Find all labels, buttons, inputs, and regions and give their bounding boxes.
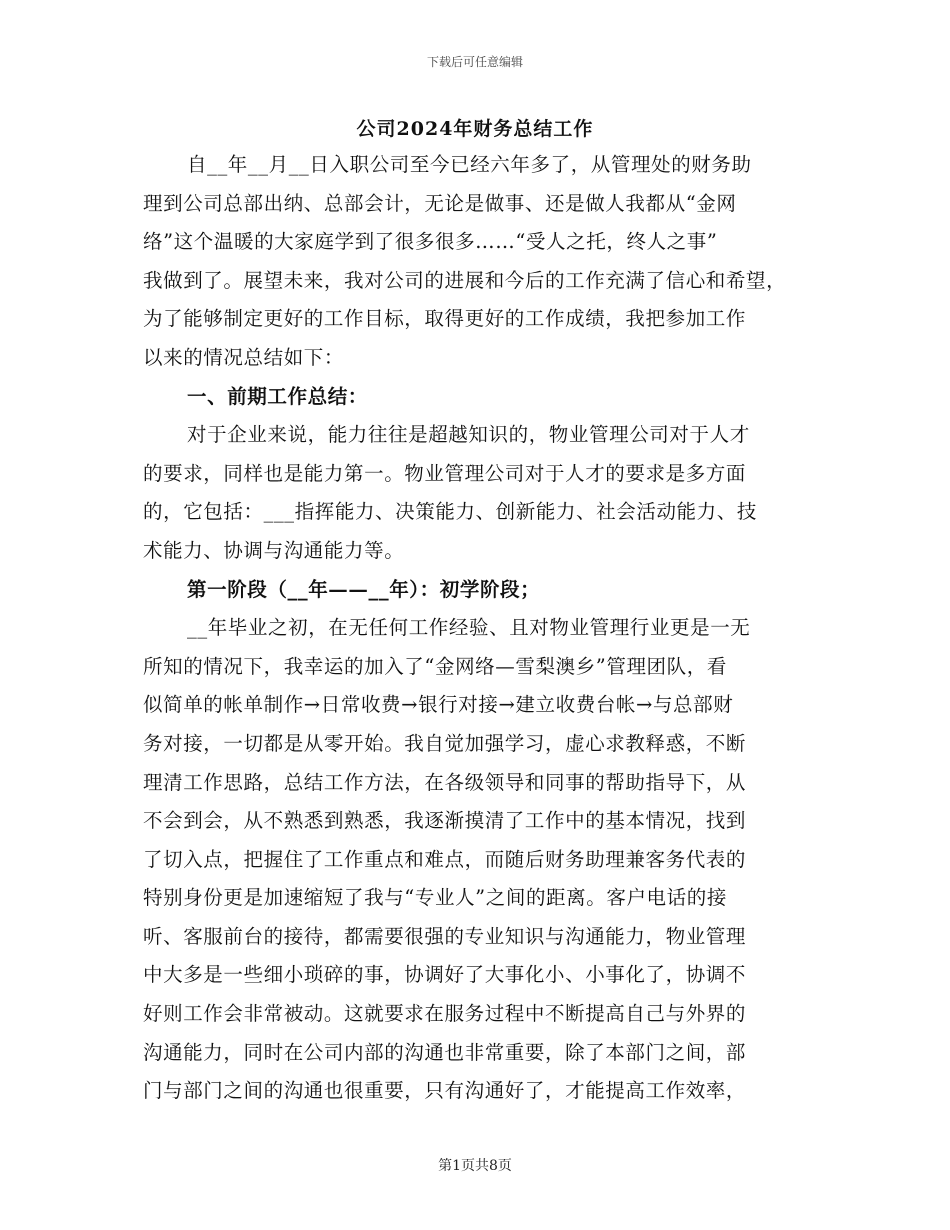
paragraph-line: 沟通能力，同时在公司内部的沟通也非常重要，除了本部门之间，部 bbox=[143, 1040, 747, 1064]
paragraph-line: 门与部门之间的沟通也很重要，只有沟通好了，才能提高工作效率， bbox=[143, 1079, 747, 1103]
document-title: 公司2024年财务总结工作 bbox=[356, 118, 594, 140]
paragraph-line: 对于企业来说，能力往往是超越知识的，物业管理公司对于人才 bbox=[187, 423, 750, 447]
paragraph-line: 我做到了。展望未来，我对公司的进展和今后的工作充满了信心和希望， bbox=[143, 268, 787, 292]
paragraph-line: 以来的情况总结如下： bbox=[143, 345, 345, 369]
paragraph-line: 为了能够制定更好的工作目标，取得更好的工作成绩，我把参加工作 bbox=[143, 307, 747, 331]
paragraph-line: 术能力、协调与沟通能力等。 bbox=[143, 538, 405, 562]
paragraph-line: 中大多是一些细小琐碎的事，协调好了大事化小、小事化了，协调不 bbox=[143, 963, 747, 987]
section-heading: 一、前期工作总结： bbox=[187, 384, 368, 408]
subsection-heading: 第一阶段（__年——__年）：初学阶段； bbox=[187, 577, 541, 601]
paragraph-line: 听、客服前台的接待，都需要很强的专业知识与沟通能力，物业管理 bbox=[143, 924, 747, 948]
paragraph-line: __年毕业之初，在无任何工作经验、且对物业管理行业更是一无 bbox=[187, 616, 751, 640]
paragraph-line: 的要求，同样也是能力第一。物业管理公司对于人才的要求是多方面 bbox=[143, 461, 747, 485]
page-header: 下载后可任意编辑 bbox=[426, 55, 523, 69]
paragraph-line: 了切入点，把握住了工作重点和难点，而随后财务助理兼客务代表的 bbox=[143, 847, 747, 871]
paragraph-line: 务对接，一切都是从零开始。我自觉加强学习，虚心求教释惑，不断 bbox=[143, 731, 747, 755]
paragraph-line: 好则工作会非常被动。这就要求在服务过程中不断提高自己与外界的 bbox=[143, 1002, 747, 1026]
paragraph-line: 理清工作思路，总结工作方法，在各级领导和同事的帮助指导下，从 bbox=[143, 770, 747, 794]
page-number: 第1页共8页 bbox=[438, 1158, 512, 1174]
paragraph-line: 特别身份更是加速缩短了我与“专业人”之间的距离。客户电话的接 bbox=[143, 886, 727, 910]
paragraph-line: 自__年__月__日入职公司至今已经六年多了，从管理处的财务助 bbox=[187, 153, 752, 176]
paragraph-line: 的，它包括：___指挥能力、决策能力、创新能力、社会活动能力、技 bbox=[143, 500, 757, 524]
document-body bbox=[143, 146, 823, 1111]
paragraph-line: 理到公司总部出纳、总部会计，无论是做事、还是做人我都从“金网 bbox=[143, 191, 737, 215]
paragraph-line: 络”这个温暖的大家庭学到了很多很多……“受人之托，终人之事” bbox=[143, 230, 718, 254]
paragraph-line: 似简单的帐单制作→日常收费→银行对接→建立收费台帐→与总部财 bbox=[143, 693, 734, 717]
paragraph-line: 所知的情况下，我幸运的加入了“金网络—雪梨澳乡”管理团队，看 bbox=[143, 654, 727, 678]
paragraph-line: 不会到会，从不熟悉到熟悉，我逐渐摸清了工作中的基本情况，找到 bbox=[143, 809, 747, 833]
